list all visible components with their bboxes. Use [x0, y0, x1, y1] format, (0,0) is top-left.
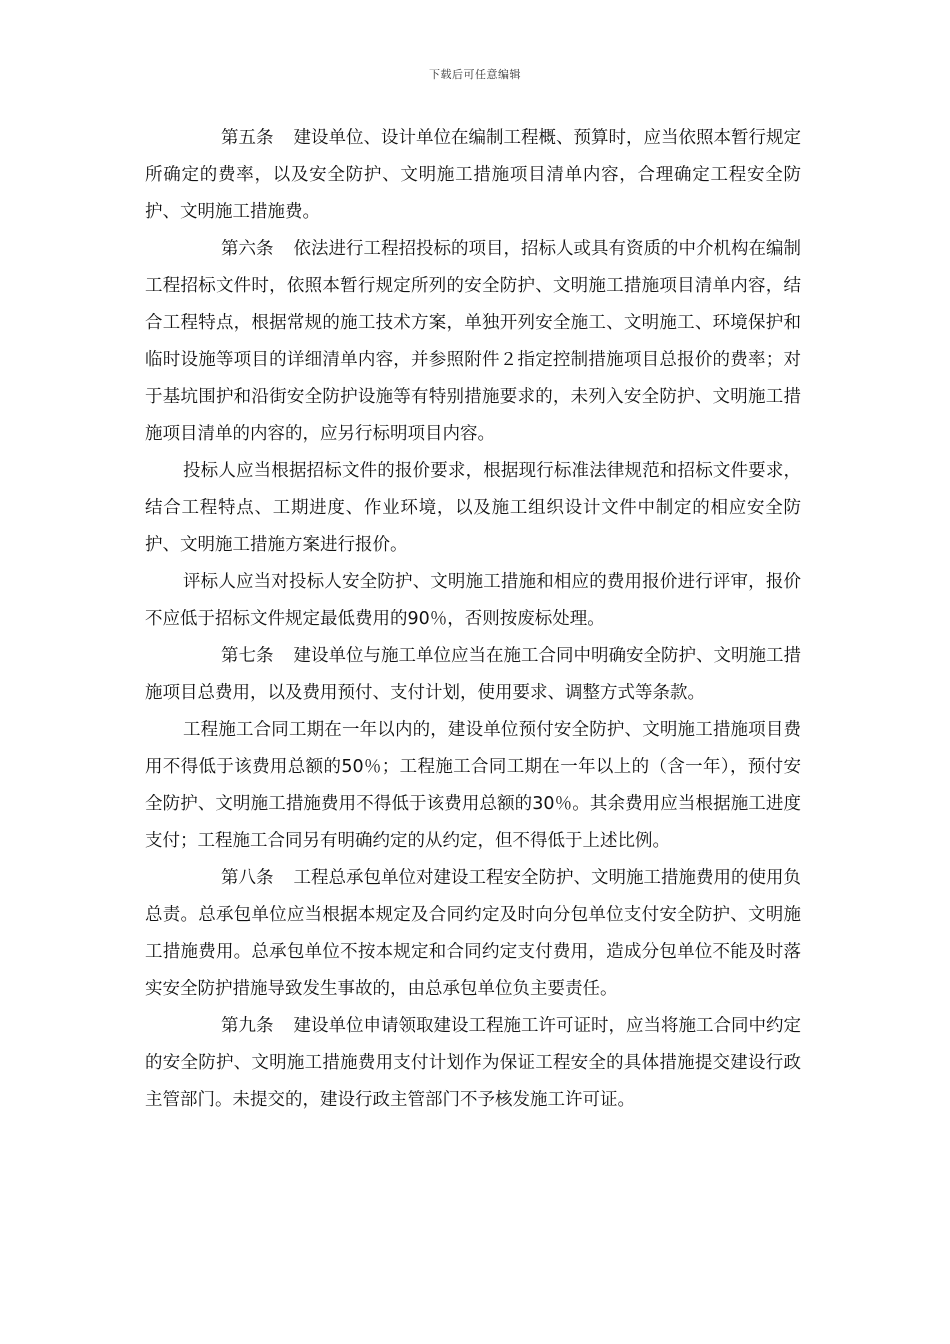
article-7-payment-paragraph: 工程施工合同工期在一年以内的，建设单位预付安全防护、文明施工措施项目费用不得低于该费用总额的50％；工程施工合同工期在一年以上的（含一年），预付安全防护、文明施工措施费用不得低于该费用总额的30％。其余费用应当根据施工进度支付；工程施工合同另有明确约定的从约定，但不得低于上述比例。 [145, 720, 801, 851]
document-body [145, 120, 801, 1119]
page-header: 下载后可任意编辑 [429, 68, 521, 81]
article-5 [145, 120, 801, 231]
article-text: 建设单位申请领取建设工程施工许可证时，应当将施工合同中约定的安全防护、文明施工措施费用支付计划作为保证工程安全的具体措施提交建设行政主管部门。未提交的，建设行政主管部门不予核发施工许可证。 [145, 1016, 801, 1110]
article-number: 第九条 [221, 1016, 274, 1036]
article-8 [145, 860, 801, 1008]
article-6-evaluator-paragraph: 评标人应当对投标人安全防护、文明施工措施和相应的费用报价进行评审，报价不应低于招标文件规定最低费用的90％，否则按废标处理。 [145, 572, 801, 629]
article-6-bidder-paragraph: 投标人应当根据招标文件的报价要求，根据现行标准法律规范和招标文件要求，结合工程特点、工期进度、作业环境，以及施工组织设计文件中制定的相应安全防护、文明施工措施方案进行报价。 [145, 461, 801, 555]
article-text: 建设单位、设计单位在编制工程概、预算时，应当依照本暂行规定所确定的费率，以及安全防护、文明施工措施项目清单内容，合理确定工程安全防护、文明施工措施费。 [145, 128, 801, 222]
article-9 [145, 1008, 801, 1119]
article-text: 工程总承包单位对建设工程安全防护、文明施工措施费用的使用负总责。总承包单位应当根据本规定及合同约定及时向分包单位支付安全防护、文明施工措施费用。总承包单位不按本规定和合同约定支付费用，造成分包单位不能及时落实安全防护措施导致发生事故的，由总承包单位负主要责任。 [145, 868, 801, 999]
article-number: 第六条 [221, 239, 274, 259]
article-number: 第八条 [221, 868, 274, 888]
article-text: 依法进行工程招投标的项目，招标人或具有资质的中介机构在编制工程招标文件时，依照本暂行规定所列的安全防护、文明施工措施项目清单内容，结合工程特点，根据常规的施工技术方案，单独开列安全施工、文明施工、环境保护和临时设施等项目的详细清单内容，并参照附件２指定控制措施项目总报价的费率；对于基坑围护和沿街安全防护设施等有特别措施要求的，未列入安全防护、文明施工措施项目清单的内容的，应另行标明项目内容。 [145, 239, 801, 444]
article-number: 第七条 [221, 646, 274, 666]
article-number: 第五条 [221, 128, 274, 148]
article-7 [145, 638, 801, 712]
article-6 [145, 231, 801, 453]
article-text: 建设单位与施工单位应当在施工合同中明确安全防护、文明施工措施项目总费用，以及费用预付、支付计划，使用要求、调整方式等条款。 [145, 646, 801, 703]
